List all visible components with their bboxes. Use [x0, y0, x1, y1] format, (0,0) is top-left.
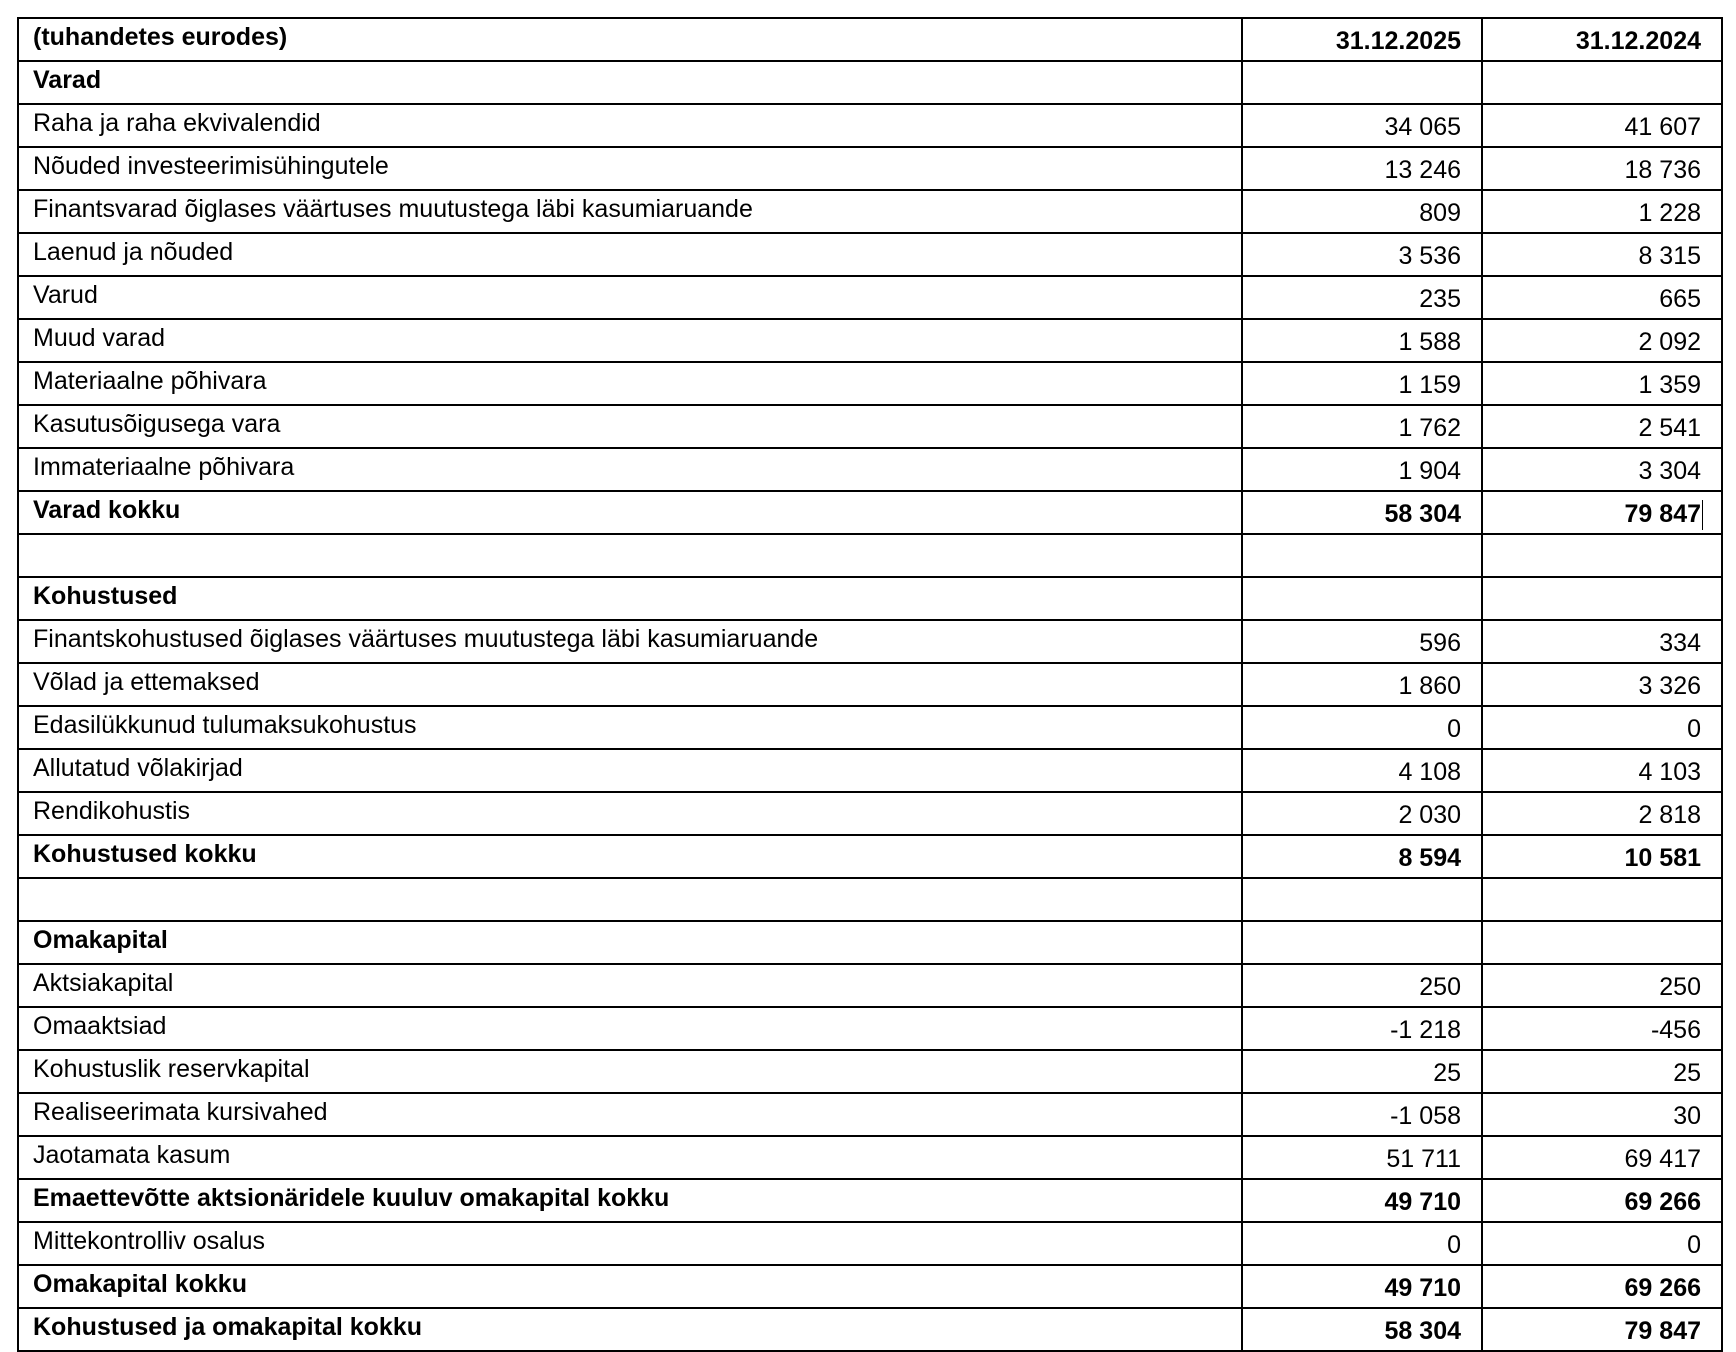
row-label: Muud varad: [18, 319, 1242, 362]
value-2024: 10 581: [1482, 835, 1722, 878]
table-row: [18, 749, 1722, 792]
value-2024: 8 315: [1482, 233, 1722, 276]
value-2025: 809: [1242, 190, 1482, 233]
value-2024: 2 092: [1482, 319, 1722, 362]
value-2025: 235: [1242, 276, 1482, 319]
value-2024: 0: [1482, 706, 1722, 749]
spacer-row: [18, 878, 1722, 921]
table-row: [18, 1222, 1722, 1265]
value-2024: 18 736: [1482, 147, 1722, 190]
unit-label: (tuhandetes eurodes): [18, 18, 1242, 61]
value-2024: [1482, 61, 1722, 104]
text-cursor: [1702, 500, 1703, 530]
value-2025: [1242, 577, 1482, 620]
row-label: Omaaktsiad: [18, 1007, 1242, 1050]
header-row: [18, 18, 1722, 61]
row-label: Rendikohustis: [18, 792, 1242, 835]
table-row: [18, 964, 1722, 1007]
value-2025: 1 904: [1242, 448, 1482, 491]
column-header-2025: 31.12.2025: [1242, 18, 1482, 61]
row-label: Edasilükkunud tulumaksukohustus: [18, 706, 1242, 749]
row-label: Finantsvarad õiglases väärtuses muutustega läbi kasumiaruande: [18, 190, 1242, 233]
value-2024: 2 818: [1482, 792, 1722, 835]
value-2025: 49 710: [1242, 1265, 1482, 1308]
table-row: [18, 1050, 1722, 1093]
table-row: [18, 1093, 1722, 1136]
table-row: [18, 792, 1722, 835]
row-label: Finantskohustused õiglases väärtuses muutustega läbi kasumiaruande: [18, 620, 1242, 663]
value-2024: 41 607: [1482, 104, 1722, 147]
value-2024: -456: [1482, 1007, 1722, 1050]
value-2025: 49 710: [1242, 1179, 1482, 1222]
value-2025: 1 588: [1242, 319, 1482, 362]
value-2024: 3 326: [1482, 663, 1722, 706]
value-2024: 4 103: [1482, 749, 1722, 792]
table-row: [18, 1136, 1722, 1179]
value-2025: 51 711: [1242, 1136, 1482, 1179]
value-2025: 1 860: [1242, 663, 1482, 706]
value-2024: 69 266: [1482, 1265, 1722, 1308]
row-label: Varad: [18, 61, 1242, 104]
value-2024-text: 79 847: [1624, 500, 1701, 528]
table-row: [18, 319, 1722, 362]
value-2024: [1482, 534, 1722, 577]
table-row: [18, 276, 1722, 319]
value-2024: 665: [1482, 276, 1722, 319]
row-label: Immateriaalne põhivara: [18, 448, 1242, 491]
row-label: Laenud ja nõuded: [18, 233, 1242, 276]
value-2024: 69 417: [1482, 1136, 1722, 1179]
row-label: Jaotamata kasum: [18, 1136, 1242, 1179]
value-2025: 0: [1242, 1222, 1482, 1265]
row-label: Kohustuslik reservkapital: [18, 1050, 1242, 1093]
table-row: [18, 190, 1722, 233]
table-row: [18, 362, 1722, 405]
row-label: Kasutusõigusega vara: [18, 405, 1242, 448]
table-row: [18, 706, 1722, 749]
balance-sheet-table: [17, 17, 1723, 1352]
value-2025: [1242, 534, 1482, 577]
value-2024: 25: [1482, 1050, 1722, 1093]
value-2025: 250: [1242, 964, 1482, 1007]
value-2025: 58 304: [1242, 1308, 1482, 1351]
value-2025: [1242, 61, 1482, 104]
value-2025: 0: [1242, 706, 1482, 749]
value-2025: -1 218: [1242, 1007, 1482, 1050]
row-label: Omakapital kokku: [18, 1265, 1242, 1308]
table-row: [18, 577, 1722, 620]
row-label: Materiaalne põhivara: [18, 362, 1242, 405]
value-2025: -1 058: [1242, 1093, 1482, 1136]
table-row: [18, 1007, 1722, 1050]
value-2025: 8 594: [1242, 835, 1482, 878]
row-label: [18, 878, 1242, 921]
row-label: Emaettevõtte aktsionäridele kuuluv omakapital kokku: [18, 1179, 1242, 1222]
table-row: [18, 233, 1722, 276]
value-2025: 58 304: [1242, 491, 1482, 534]
value-2025: [1242, 921, 1482, 964]
value-2025: 1 159: [1242, 362, 1482, 405]
value-2024: [1482, 878, 1722, 921]
column-header-2024: 31.12.2024: [1482, 18, 1722, 61]
row-label: Kohustused: [18, 577, 1242, 620]
value-2025: 2 030: [1242, 792, 1482, 835]
row-label: Omakapital: [18, 921, 1242, 964]
value-2024: 30: [1482, 1093, 1722, 1136]
value-2024: 0: [1482, 1222, 1722, 1265]
value-2024: [1482, 921, 1722, 964]
value-2025: 25: [1242, 1050, 1482, 1093]
row-label: Allutatud võlakirjad: [18, 749, 1242, 792]
table-row: [18, 147, 1722, 190]
table-row: [18, 61, 1722, 104]
row-label: [18, 534, 1242, 577]
value-2024: 69 266: [1482, 1179, 1722, 1222]
table-row: [18, 1308, 1722, 1351]
value-2024: 3 304: [1482, 448, 1722, 491]
table-row: [18, 835, 1722, 878]
value-2024: 334: [1482, 620, 1722, 663]
table-body: [18, 61, 1722, 1351]
value-2025: 13 246: [1242, 147, 1482, 190]
value-2024: [1482, 491, 1722, 534]
value-2025: 4 108: [1242, 749, 1482, 792]
value-2025: 1 762: [1242, 405, 1482, 448]
row-label: Nõuded investeerimisühingutele: [18, 147, 1242, 190]
table-row: [18, 448, 1722, 491]
spacer-row: [18, 534, 1722, 577]
row-label: Varud: [18, 276, 1242, 319]
row-label: Varad kokku: [18, 491, 1242, 534]
row-label: Realiseerimata kursivahed: [18, 1093, 1242, 1136]
value-2025: 596: [1242, 620, 1482, 663]
row-label: Võlad ja ettemaksed: [18, 663, 1242, 706]
row-label: Kohustused kokku: [18, 835, 1242, 878]
row-label: Kohustused ja omakapital kokku: [18, 1308, 1242, 1351]
table-row: [18, 1265, 1722, 1308]
value-2025: 3 536: [1242, 233, 1482, 276]
table-row: [18, 663, 1722, 706]
table-row: [18, 620, 1722, 663]
value-2024: 2 541: [1482, 405, 1722, 448]
row-label: Mittekontrolliv osalus: [18, 1222, 1242, 1265]
value-2024: [1482, 577, 1722, 620]
value-2024: 79 847: [1482, 1308, 1722, 1351]
table-row: [18, 104, 1722, 147]
value-2024: 250: [1482, 964, 1722, 1007]
value-2025: [1242, 878, 1482, 921]
table-row: [18, 1179, 1722, 1222]
table-row: [18, 921, 1722, 964]
row-label: Aktsiakapital: [18, 964, 1242, 1007]
value-2024: 1 228: [1482, 190, 1722, 233]
value-2024: 1 359: [1482, 362, 1722, 405]
value-2025: 34 065: [1242, 104, 1482, 147]
table-row: [18, 491, 1722, 534]
table-row: [18, 405, 1722, 448]
row-label: Raha ja raha ekvivalendid: [18, 104, 1242, 147]
